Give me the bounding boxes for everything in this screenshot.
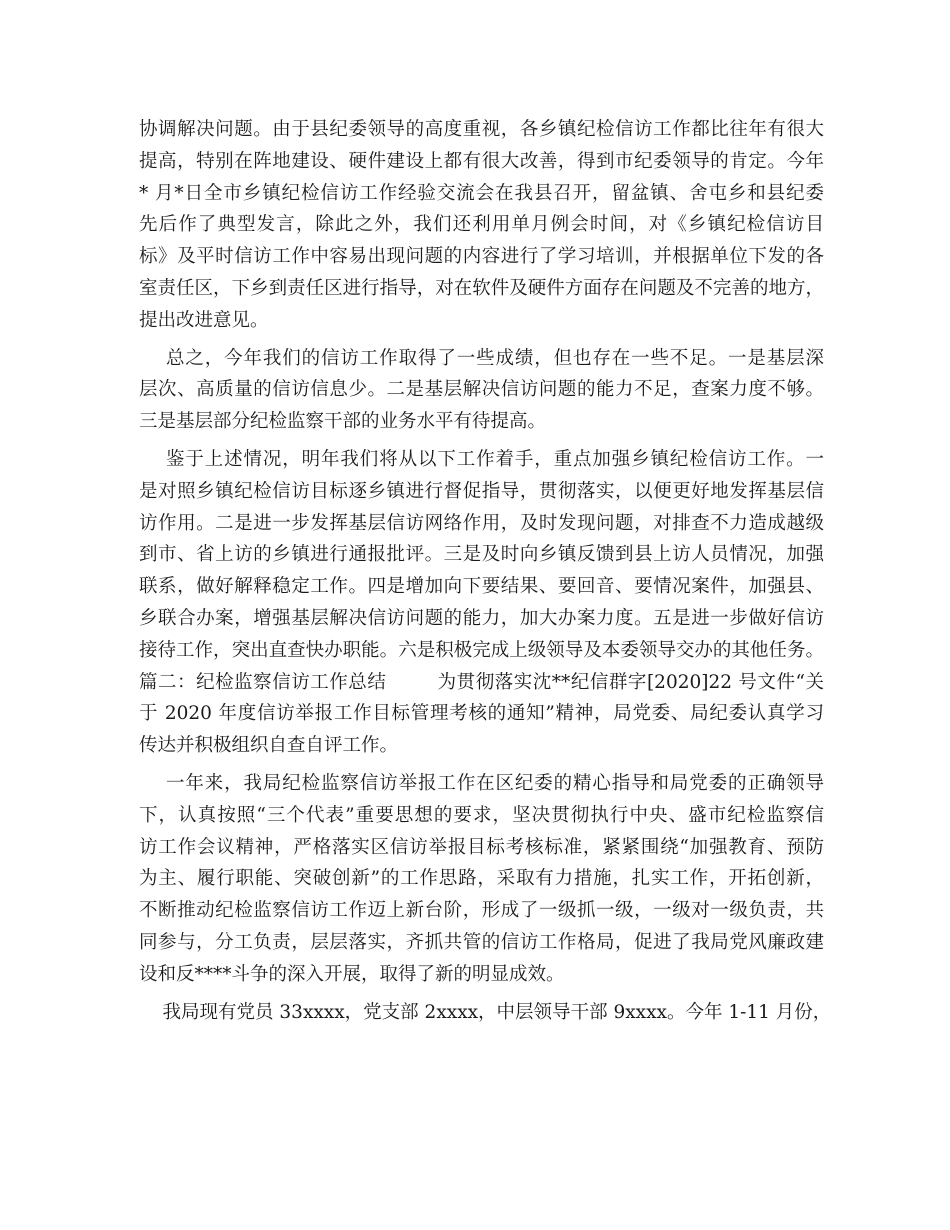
text-line: 是对照乡镇纪检信访目标逐乡镇进行督促指导，贯彻落实，以便更好地发挥基层信 <box>139 480 824 502</box>
text-line: 下，认真按照“三个代表”重要思想的要求，坚决贯彻执行中央、盛市纪检监察信 <box>139 804 824 826</box>
text-line: 到市、省上访的乡镇进行通报批评。三是及时向乡镇反馈到县上访人员情况，加强 <box>139 544 824 566</box>
paragraph <box>139 997 832 1029</box>
text-line: 乡联合办案，增强基层解决信访问题的能力，加大办案力度。五是进一步做好信访 <box>139 607 824 629</box>
text-line: 我局现有党员 33xxxx，党支部 2xxxx，中层领导干部 9xxxx。今年 1-11 月份， <box>139 1001 832 1023</box>
text-line: 为主、履行职能、突破创新”的工作思路，采取有力措施，扎实工作，开拓创新， <box>139 868 824 890</box>
text-line: 传达并积极组织自查自评工作。 <box>139 735 399 757</box>
text-line: 设和反****斗争的深入开展，取得了新的明显成效。 <box>139 963 565 985</box>
text-line: 篇二：纪检监察信访工作总结 为贯彻落实沈**纪信群字[2020]22 号文件“关 <box>139 671 824 693</box>
text-line: 联系，做好解释稳定工作。四是增加向下要结果、要回音、要情况案件，加强县、 <box>139 576 824 598</box>
text-line: 协调解决问题。由于县纪委领导的高度重视，各乡镇纪检信访工作都比往年有很大 <box>139 119 824 140</box>
text-line: 先后作了典型发言，除此之外，我们还利用单月例会时间，对《乡镇纪检信访目 <box>139 214 824 236</box>
text-line: 接待工作，突出直查快办职能。六是积极完成上级领导及本委领导交办的其他任务。 <box>139 639 824 661</box>
text-line: 鉴于上述情况，明年我们将从以下工作着手，重点加强乡镇纪检信访工作。一 <box>139 448 824 470</box>
paragraph <box>139 444 824 762</box>
text-line: 标》及平时信访工作中容易出现问题的内容进行了学习培训，并根据单位下发的各 <box>139 246 824 268</box>
text-line: 三是基层部分纪检监察干部的业务水平有待提高。 <box>139 411 547 433</box>
text-line: 总之，今年我们的信访工作取得了一些成绩，但也存在一些不足。一是基层深 <box>139 347 824 369</box>
text-line: 不断推动纪检监察信访工作迈上新台阶，形成了一级抓一级，一级对一级负责，共 <box>139 900 824 922</box>
paragraph <box>139 114 824 337</box>
paragraph <box>139 768 824 991</box>
text-line: 于 2020 年度信访举报工作目标管理考核的通知”精神，局党委、局纪委认真学习 <box>139 703 824 725</box>
text-line: 一年来，我局纪检监察信访举报工作在区纪委的精心指导和局党委的正确领导 <box>139 772 824 794</box>
text-line: * 月*日全市乡镇纪检信访工作经验交流会在我县召开，留盆镇、舍屯乡和县纪委 <box>139 182 824 204</box>
text-line: 层次、高质量的信访信息少。二是基层解决信访问题的能力不足，查案力度不够。 <box>139 379 824 401</box>
text-line: 访工作会议精神，严格落实区信访举报目标考核标准，紧紧围绕“加强教育、预防 <box>139 836 824 858</box>
text-line: 提高，特别在阵地建设、硬件建设上都有很大改善，得到市纪委领导的肯定。今年 <box>139 150 824 172</box>
text-line: 访作用。二是进一步发挥基层信访网络作用，及时发现问题，对排查不力造成越级 <box>139 512 824 534</box>
text-line: 提出改进意见。 <box>139 309 269 331</box>
text-line: 室责任区，下乡到责任区进行指导，对在软件及硬件方面存在问题及不完善的地方， <box>139 277 824 299</box>
document-body <box>139 114 832 1028</box>
text-line: 同参与，分工负责，层层落实，齐抓共管的信访工作格局，促进了我局党风廉政建 <box>139 931 824 953</box>
paragraph <box>139 343 824 438</box>
